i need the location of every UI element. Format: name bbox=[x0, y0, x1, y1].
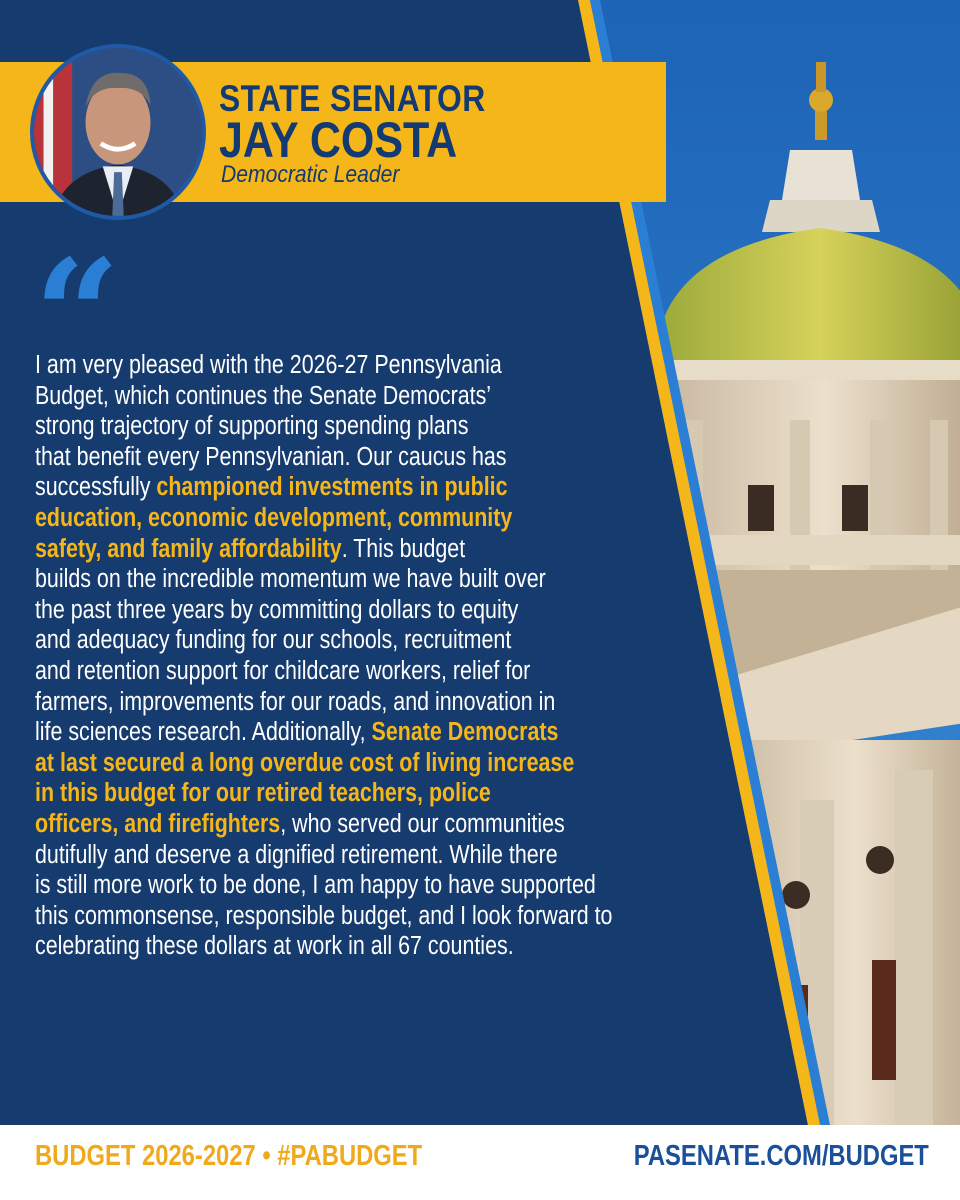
statement-line bbox=[35, 717, 673, 748]
statement-line bbox=[35, 901, 673, 932]
statement-text bbox=[35, 350, 673, 962]
statement-text-segment: Budget, which continues the Senate Democrats’ bbox=[35, 381, 492, 410]
header-subtitle: Democratic Leader bbox=[221, 161, 400, 188]
statement-line bbox=[35, 381, 673, 412]
statement-line bbox=[35, 472, 673, 503]
statement-text-segment: and adequacy funding for our schools, recruitment bbox=[35, 626, 512, 655]
statement-text-segment: . This budget bbox=[341, 534, 466, 563]
highlighted-text: at last secured a long overdue cost of living increase bbox=[35, 748, 575, 777]
senator-portrait bbox=[30, 44, 206, 220]
highlighted-text: education, economic development, community bbox=[35, 503, 513, 532]
statement-line bbox=[35, 564, 673, 595]
statement-line bbox=[35, 840, 673, 871]
statement-line bbox=[35, 748, 673, 779]
statement-text-segment: farmers, improvements for our roads, and innovation in bbox=[35, 687, 556, 716]
statement-text-segment: is still more work to be done, I am happy to have supported bbox=[35, 871, 596, 900]
footer-url[interactable]: PASENATE.COM/BUDGET bbox=[633, 1140, 929, 1172]
statement-line bbox=[35, 503, 673, 534]
statement-line bbox=[35, 595, 673, 626]
statement-line bbox=[35, 687, 673, 718]
statement-text-segment: life sciences research. Additionally, bbox=[35, 718, 372, 747]
statement-text-segment: builds on the incredible momentum we have built over bbox=[35, 565, 546, 594]
header-title-role: STATE SENATOR bbox=[219, 78, 486, 119]
statement-text-segment: that benefit every Pennsylvanian. Our caucus has bbox=[35, 442, 507, 471]
footer-hashtag: BUDGET 2026-2027 • #PABUDGET bbox=[35, 1140, 423, 1172]
statement-line bbox=[35, 534, 673, 565]
statement-text-segment: celebrating these dollars at work in all 67 counties. bbox=[35, 932, 514, 961]
statement-line bbox=[35, 656, 673, 687]
highlighted-text: Senate Democrats bbox=[371, 718, 559, 747]
quote-mark-icon: “ bbox=[34, 227, 121, 403]
statement-text-segment: I am very pleased with the 2026-27 Pennsylvania bbox=[35, 351, 502, 379]
statement-text-segment: , who served our communities bbox=[280, 809, 565, 838]
statement-line bbox=[35, 778, 673, 809]
statement-text-segment: the past three years by committing dollars to equity bbox=[35, 595, 519, 624]
highlighted-text: championed investments in public bbox=[156, 473, 508, 502]
statement-text-segment: strong trajectory of supporting spending plans bbox=[35, 412, 469, 441]
highlighted-text: in this budget for our retired teachers, police bbox=[35, 779, 491, 808]
statement-text-segment: successfully bbox=[35, 473, 157, 502]
statement-text-segment: and retention support for childcare workers, relief for bbox=[35, 656, 531, 685]
highlighted-text: officers, and firefighters bbox=[35, 809, 281, 838]
statement-line bbox=[35, 870, 673, 901]
statement-line bbox=[35, 350, 673, 381]
statement-line bbox=[35, 809, 673, 840]
statement-text-segment: dutifully and deserve a dignified retirement. While there bbox=[35, 840, 558, 869]
statement-line bbox=[35, 931, 673, 962]
highlighted-text: safety, and family affordability bbox=[35, 534, 342, 563]
statement-line bbox=[35, 442, 673, 473]
statement-line bbox=[35, 411, 673, 442]
statement-text-segment: this commonsense, responsible budget, and I look forward to bbox=[35, 901, 613, 930]
header-title-name: JAY COSTA bbox=[219, 112, 458, 168]
statement-line bbox=[35, 625, 673, 656]
